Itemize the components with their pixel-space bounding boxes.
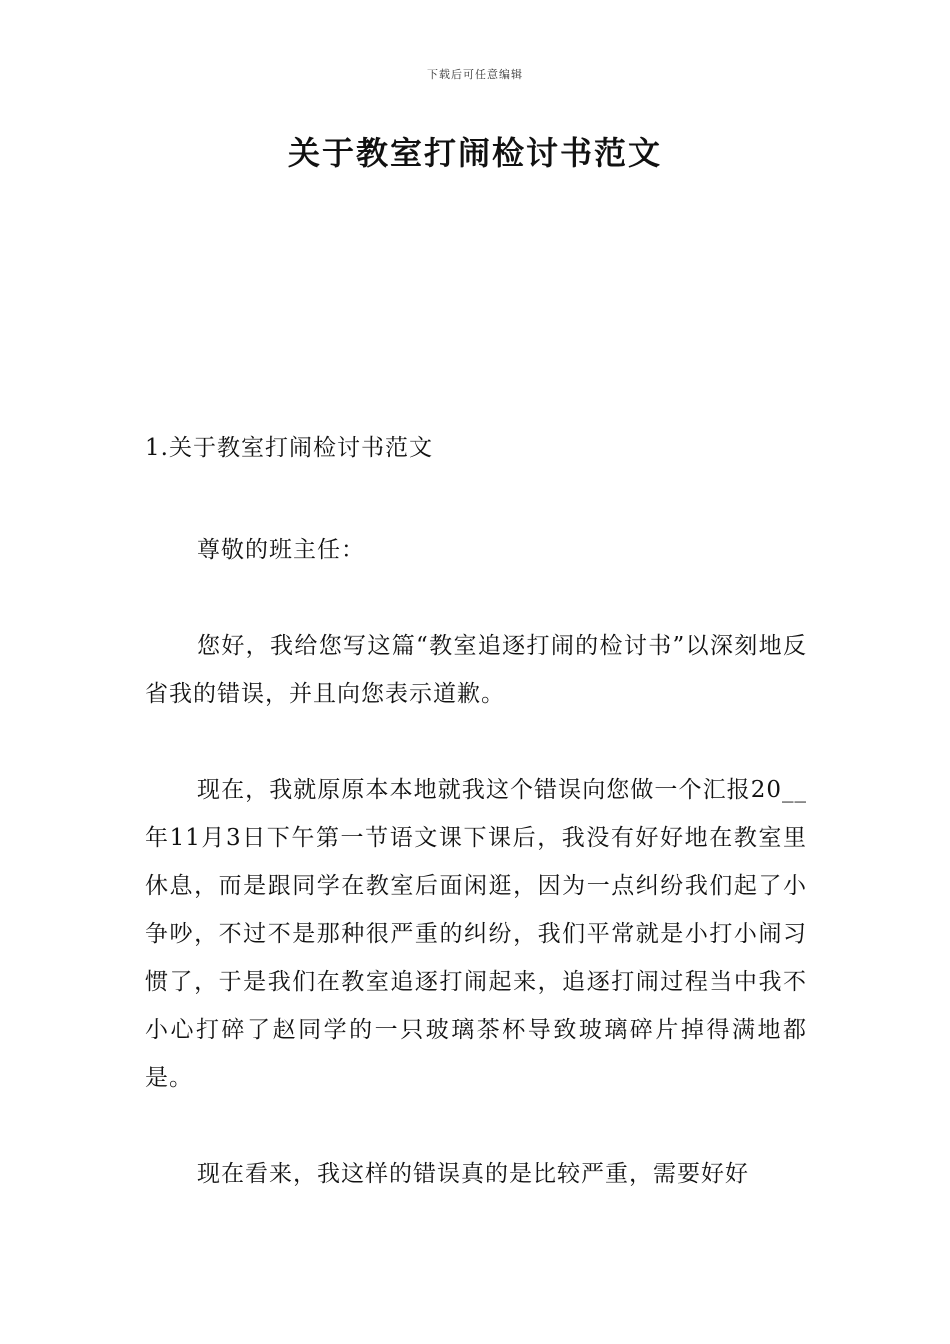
document-body	[145, 428, 807, 1198]
spacer	[145, 468, 807, 526]
spacer	[145, 718, 807, 766]
header-note: 下载后可任意编辑	[427, 68, 523, 81]
paragraph-account: 现在，我就原原本本地就我这个错误向您做一个汇报20__年11月3日下午第一节语文课下课后，我没有好好地在教室里休息，而是跟同学在教室后面闲逛，因为一点纠纷我们起了小争吵，不过不是那种很严重的纠纷，我们平常就是小打小闹习惯了，于是我们在教室追逐打闹起来，追逐打闹过程当中我不小心打碎了赵同学的一只玻璃茶杯导致玻璃碎片掉得满地都是。	[145, 777, 807, 1091]
section-heading: 1.关于教室打闹检讨书范文	[145, 435, 433, 461]
salutation: 尊敬的班主任：	[197, 537, 365, 563]
document-title: 关于教室打闹检讨书范文	[287, 134, 662, 172]
spacer	[145, 1102, 807, 1150]
paragraph-apology: 您好，我给您写这篇“教室追逐打闹的检讨书”以深刻地反省我的错误，并且向您表示道歉。	[145, 633, 807, 707]
paragraph-reflection: 现在看来，我这样的错误真的是比较严重，需要好好	[197, 1161, 749, 1187]
spacer	[145, 574, 807, 622]
